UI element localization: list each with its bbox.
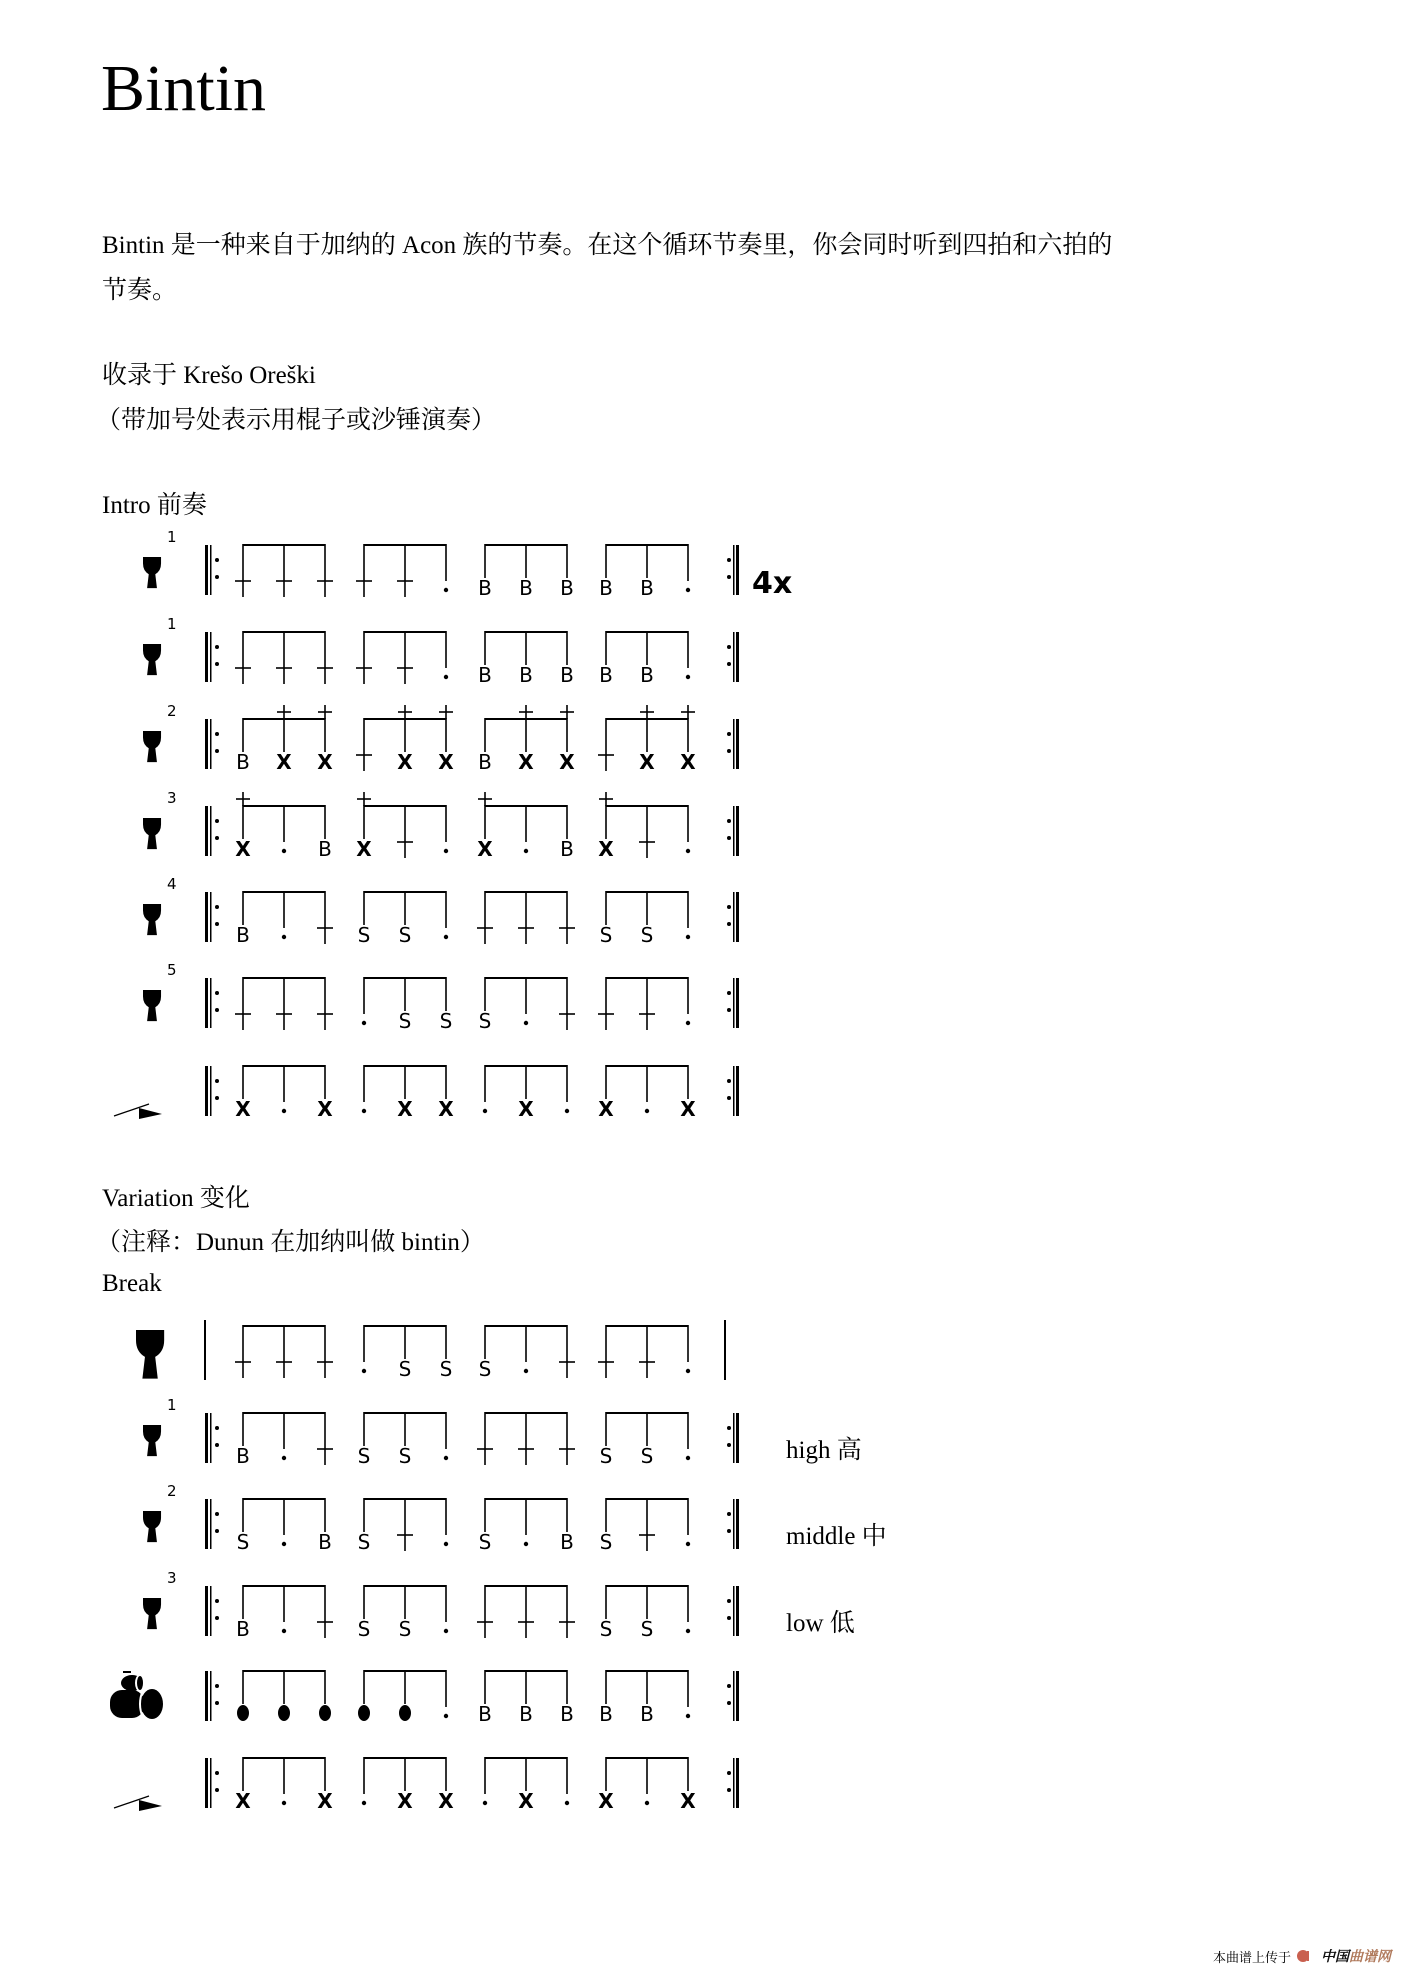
brand-name-b: 曲谱网 [1349, 1949, 1392, 1965]
repeat-end-thin [733, 1758, 735, 1808]
brand-logo-icon [1297, 1949, 1315, 1963]
rest-dot [444, 935, 448, 939]
intro-row-6 [143, 961, 739, 1033]
dunun-stroke [319, 1705, 331, 1721]
note-b: B [236, 923, 250, 947]
repeat-end-thin [733, 806, 735, 856]
rest-dot [524, 1542, 528, 1546]
intro-row-7 [114, 1065, 739, 1121]
note-x: X [356, 837, 372, 861]
note-s: S [599, 1617, 613, 1641]
note-b: B [478, 576, 492, 600]
intro-row-2 [143, 615, 739, 687]
rest-dot [686, 1021, 690, 1025]
rest-dot [686, 849, 690, 853]
drum-number: 4 [167, 875, 177, 893]
note-s: S [357, 923, 371, 947]
drum-number: 2 [167, 702, 177, 720]
note-b: B [478, 663, 492, 687]
plus-sign-note: （带加号处表示用棍子或沙锤演奏） [96, 407, 497, 434]
repeat-end-thin [733, 545, 735, 595]
intro-row-3 [143, 702, 739, 774]
note-x: X [317, 1097, 333, 1121]
note-x: X [397, 1789, 413, 1813]
rest-dot [444, 849, 448, 853]
note-x: X [518, 750, 534, 774]
repeat-start-thick [205, 892, 208, 942]
rest-dot [282, 1629, 286, 1633]
credit-line: 收录于 Krešo Oreški [102, 362, 316, 389]
rest-dot [524, 849, 528, 853]
rest-dot [524, 1369, 528, 1373]
note-s: S [236, 1530, 250, 1554]
break-label: Break [102, 1270, 162, 1297]
rest-dot [645, 1109, 649, 1113]
footer-text: 本曲谱上传于 [1213, 1950, 1292, 1966]
note-x: X [317, 750, 333, 774]
note-s: S [478, 1530, 492, 1554]
rest-dot [282, 1456, 286, 1460]
rest-dot [282, 935, 286, 939]
note-s: S [478, 1009, 492, 1033]
note-x: X [438, 750, 454, 774]
dunun-stroke [237, 1705, 249, 1721]
repeat-end-thin [733, 1586, 735, 1636]
page-title: Bintin [101, 52, 267, 125]
variation-row-2 [143, 1396, 739, 1468]
rest-dot [282, 1542, 286, 1546]
intro-row-1 [143, 528, 739, 600]
djembe-icon [143, 818, 161, 849]
djembe-icon [143, 1598, 161, 1629]
variation-row-6 [114, 1757, 739, 1813]
note-s: S [640, 1444, 654, 1468]
variation-row-4 [143, 1569, 739, 1641]
note-s: S [357, 1530, 371, 1554]
repeat-start-thick [205, 1671, 208, 1721]
repeat-start-thick [205, 719, 208, 769]
note-b: B [519, 576, 533, 600]
rest-dot [686, 1456, 690, 1460]
rest-dot [444, 588, 448, 592]
rest-dot [645, 1801, 649, 1805]
note-s: S [398, 1444, 412, 1468]
note-s: S [599, 923, 613, 947]
note-b: B [599, 576, 613, 600]
repeat-end-thin [733, 1066, 735, 1116]
rest-dot [362, 1021, 366, 1025]
intro-row-4 [143, 789, 739, 861]
intro-paragraph-line-1: Bintin 是一种来自于加纳的 Acon 族的节奏。在这个循环节奏里，你会同时听到四拍和六拍的 [102, 232, 1113, 259]
note-s: S [398, 923, 412, 947]
rest-dot [362, 1801, 366, 1805]
repeat-start-thick [205, 1066, 208, 1116]
djembe-icon [143, 644, 161, 675]
rest-dot [444, 1456, 448, 1460]
rest-dot [282, 1109, 286, 1113]
bell-icon [114, 1104, 162, 1119]
rest-dot [444, 1714, 448, 1718]
pitch-label-low: low 低 [786, 1610, 855, 1637]
variation-row-5 [110, 1670, 739, 1726]
djembe-icon [143, 1511, 161, 1542]
rest-dot [686, 935, 690, 939]
repeat-end-thin [733, 1671, 735, 1721]
rest-dot [483, 1109, 487, 1113]
note-b: B [560, 1702, 574, 1726]
rest-dot [565, 1801, 569, 1805]
note-x: X [317, 1789, 333, 1813]
djembe-icon [143, 557, 161, 588]
note-x: X [477, 837, 493, 861]
note-s: S [439, 1357, 453, 1381]
note-b: B [560, 837, 574, 861]
dunun-stroke [278, 1705, 290, 1721]
rest-dot [362, 1109, 366, 1113]
note-s: S [478, 1357, 492, 1381]
repeat-end-thin [733, 978, 735, 1028]
drum-number: 1 [167, 528, 177, 546]
repeat-start-thick [205, 1758, 208, 1808]
note-x: X [639, 750, 655, 774]
rest-dot [686, 675, 690, 679]
drum-number: 2 [167, 1482, 177, 1500]
note-s: S [640, 1617, 654, 1641]
note-x: X [397, 1097, 413, 1121]
note-s: S [599, 1530, 613, 1554]
repeat-start-thick [205, 545, 208, 595]
rest-dot [686, 1369, 690, 1373]
bell-icon [114, 1796, 162, 1811]
note-b: B [236, 1444, 250, 1468]
rest-dot [362, 1369, 366, 1373]
repeat-end-thin [733, 892, 735, 942]
note-b: B [560, 663, 574, 687]
note-s: S [398, 1009, 412, 1033]
pitch-label-high: high 高 [786, 1437, 862, 1464]
note-b: B [478, 1702, 492, 1726]
repeat-start-thick [205, 806, 208, 856]
note-b: B [560, 1530, 574, 1554]
rest-dot [686, 1542, 690, 1546]
rest-dot [565, 1109, 569, 1113]
note-b: B [478, 750, 492, 774]
note-b: B [318, 1530, 332, 1554]
footer-watermark [1213, 1946, 1391, 1966]
note-x: X [438, 1097, 454, 1121]
note-s: S [357, 1617, 371, 1641]
rest-dot [686, 1629, 690, 1633]
brand-name-a: 中国 [1321, 1949, 1350, 1965]
djembe-lead-icon [136, 1330, 164, 1379]
variation-row-1 [136, 1320, 725, 1381]
note-x: X [235, 837, 251, 861]
note-x: X [276, 750, 292, 774]
note-x: X [518, 1789, 534, 1813]
djembe-icon [143, 1425, 161, 1456]
note-b: B [599, 1702, 613, 1726]
note-x: X [680, 1789, 696, 1813]
drum-number: 5 [167, 961, 177, 979]
intro-heading: Intro 前奏 [102, 492, 207, 519]
note-x: X [598, 837, 614, 861]
note-x: X [235, 1097, 251, 1121]
note-s: S [357, 1444, 371, 1468]
djembe-icon [143, 731, 161, 762]
dunun-icon [110, 1671, 163, 1719]
note-s: S [439, 1009, 453, 1033]
note-s: S [599, 1444, 613, 1468]
rest-dot [444, 675, 448, 679]
note-x: X [438, 1789, 454, 1813]
dunun-stroke [358, 1705, 370, 1721]
repeat-end-thin [733, 1499, 735, 1549]
note-b: B [519, 663, 533, 687]
rest-dot [282, 1801, 286, 1805]
repeat-start-thick [205, 1413, 208, 1463]
djembe-icon [143, 990, 161, 1021]
repeat-start-thick [205, 632, 208, 682]
intro-row-5 [143, 875, 739, 947]
note-b: B [599, 663, 613, 687]
note-x: X [235, 1789, 251, 1813]
note-x: X [559, 750, 575, 774]
note-b: B [640, 663, 654, 687]
note-s: S [640, 923, 654, 947]
note-b: B [640, 576, 654, 600]
drum-number: 3 [167, 1569, 177, 1587]
pitch-label-middle: middle 中 [786, 1523, 887, 1550]
rest-dot [483, 1801, 487, 1805]
rest-dot [444, 1542, 448, 1546]
repeat-end-thin [733, 719, 735, 769]
repeat-start-thick [205, 978, 208, 1028]
drum-number: 1 [167, 615, 177, 633]
rest-dot [282, 849, 286, 853]
note-b: B [236, 750, 250, 774]
repeat-start-thick [205, 1499, 208, 1549]
intro-paragraph-line-2: 节奏。 [102, 277, 178, 304]
note-x: X [680, 750, 696, 774]
note-b: B [519, 1702, 533, 1726]
dunun-stroke [399, 1705, 411, 1721]
djembe-icon [143, 904, 161, 935]
variation-heading: Variation 变化 [102, 1185, 250, 1212]
note-x: X [397, 750, 413, 774]
rest-dot [524, 1021, 528, 1025]
note-b: B [318, 837, 332, 861]
note-s: S [398, 1617, 412, 1641]
note-b: B [236, 1617, 250, 1641]
note-b: B [640, 1702, 654, 1726]
variation-row-3 [143, 1482, 739, 1554]
note-x: X [518, 1097, 534, 1121]
rest-dot [686, 1714, 690, 1718]
variation-note: （注释：Dunun 在加纳叫做 bintin） [96, 1229, 485, 1256]
drum-number: 1 [167, 1396, 177, 1414]
note-x: X [598, 1789, 614, 1813]
rest-dot [444, 1629, 448, 1633]
repeat-count: 4x [752, 566, 793, 601]
note-b: B [560, 576, 574, 600]
note-s: S [398, 1357, 412, 1381]
repeat-end-thin [733, 1413, 735, 1463]
note-x: X [598, 1097, 614, 1121]
drum-number: 3 [167, 789, 177, 807]
repeat-start-thick [205, 1586, 208, 1636]
repeat-end-thin [733, 632, 735, 682]
rest-dot [686, 588, 690, 592]
note-x: X [680, 1097, 696, 1121]
